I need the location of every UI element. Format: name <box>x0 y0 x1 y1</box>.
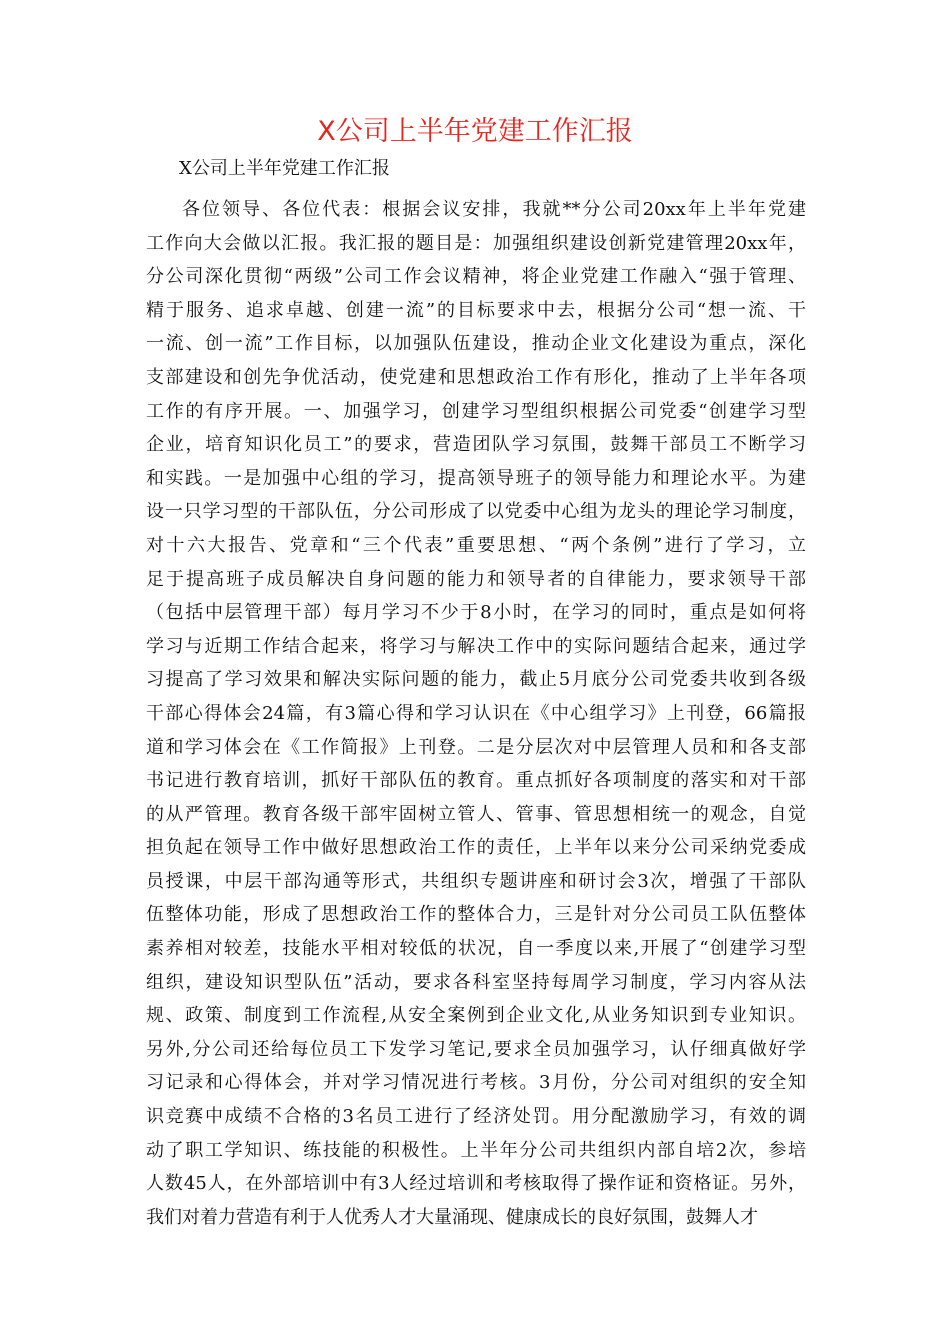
paragraph-line: 设一只学习型的干部队伍，分公司形成了以党委中心组为龙头的理论学习制度， <box>146 501 806 523</box>
paragraph-line: 工作的有序开展。一、加强学习，创建学习型组织根据公司党委“创建学习型 <box>146 400 806 422</box>
paragraph-line: 组织，建设知识型队伍”活动，要求各科室坚持每周学习制度，学习内容从法 <box>146 971 806 993</box>
paragraph-line: 书记进行教育培训，抓好干部队伍的教育。重点抓好各项制度的落实和对干部 <box>146 770 806 792</box>
document-body <box>146 193 806 1234</box>
paragraph-line: 道和学习体会在《工作简报》上刊登。二是分层次对中层管理人员和和各支部 <box>146 736 806 758</box>
paragraph-line: 一流、创一流”工作目标，以加强队伍建设，推动企业文化建设为重点，深化 <box>146 333 806 355</box>
paragraph-line: 识竞赛中成绩不合格的3名员工进行了经济处罚。用分配激励学习，有效的调 <box>146 1106 806 1128</box>
document-title: X公司上半年党建工作汇报 <box>317 116 633 147</box>
paragraph-line: 学习与近期工作结合起来，将学习与解决工作中的实际问题结合起来，通过学 <box>146 635 806 657</box>
paragraph-line: 干部心得体会24篇，有3篇心得和学习认识在《中心组学习》上刊登，66篇报 <box>146 702 806 724</box>
paragraph-line: 对十六大报告、党章和“三个代表”重要思想、“两个条例”进行了学习，立 <box>146 534 806 556</box>
paragraph-line: 企业，培育知识化员工”的要求，营造团队学习氛围，鼓舞干部员工不断学习 <box>146 434 806 456</box>
paragraph-line: 规、政策、制度到工作流程,从安全案例到企业文化,从业务知识到专业知识。 <box>146 1005 806 1027</box>
paragraph-line: （包括中层管理干部）每月学习不少于8小时，在学习的同时，重点是如何将 <box>146 602 806 624</box>
paragraph-line: 伍整体功能，形成了思想政治工作的整体合力，三是针对分公司员工队伍整体 <box>146 904 806 926</box>
paragraph-line: 精于服务、追求卓越、创建一流”的目标要求中去，根据分公司“想一流、干 <box>146 299 806 321</box>
paragraph-line: 动了职工学知识、练技能的积极性。上半年分公司共组织内部自培2次，参培 <box>146 1139 806 1161</box>
paragraph-line: 素养相对较差，技能水平相对较低的状况，自一季度以来,开展了“创建学习型 <box>146 938 806 960</box>
paragraph-line: 工作向大会做以汇报。我汇报的题目是：加强组织建设创新党建管理20xx年， <box>146 232 806 254</box>
document-subtitle: X公司上半年党建工作汇报 <box>179 158 390 179</box>
paragraph-line: 习记录和心得体会，并对学习情况进行考核。3月份，分公司对组织的安全知 <box>146 1072 806 1094</box>
paragraph-line: 担负起在领导工作中做好思想政治工作的责任，上半年以来分公司采纳党委成 <box>146 837 806 859</box>
paragraph-line: 习提高了学习效果和解决实际问题的能力，截止5月底分公司党委共收到各级 <box>146 669 806 691</box>
paragraph-line: 分公司深化贯彻“两级”公司工作会议精神，将企业党建工作融入“强于管理、 <box>146 266 806 288</box>
paragraph-line: 支部建设和创先争优活动，使党建和思想政治工作有形化，推动了上半年各项 <box>146 366 806 388</box>
paragraph-line: 和实践。一是加强中心组的学习，提高领导班子的领导能力和理论水平。为建 <box>146 467 806 489</box>
paragraph-line: 各位领导、各位代表：根据会议安排，我就**分公司20xx年上半年党建 <box>182 199 806 220</box>
paragraph-line: 人数45人，在外部培训中有3人经过培训和考核取得了操作证和资格证。另外， <box>146 1173 806 1195</box>
paragraph-line: 足于提高班子成员解决自身问题的能力和领导者的自律能力，要求领导干部 <box>146 568 806 590</box>
paragraph-line: 的从严管理。教育各级干部牢固树立管人、管事、管思想相统一的观念，自觉 <box>146 803 806 825</box>
paragraph-line: 员授课，中层干部沟通等形式，共组织专题讲座和研讨会3次，增强了干部队 <box>146 870 806 892</box>
paragraph-line: 另外,分公司还给每位员工下发学习笔记,要求全员加强学习，认仔细真做好学 <box>146 1038 806 1060</box>
paragraph-line: 我们对着力营造有利于人优秀人才大量涌现、健康成长的良好氛围，鼓舞人才 <box>146 1206 758 1228</box>
